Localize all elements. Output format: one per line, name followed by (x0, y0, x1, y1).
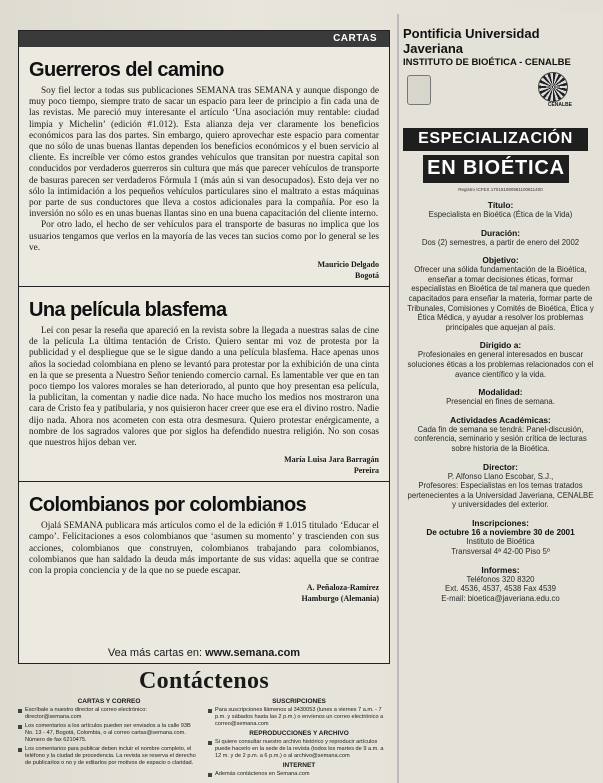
divider (19, 286, 389, 287)
objetivo-heading: Objetivo: (482, 255, 519, 266)
objetivo-text: Ofrecer una sólida fundamentación de la Bioética, enseñar a tomar decisiones éticas, formar especialistas en Bioética de tal manera que queden capacitados para enseñar la materia, formar parte de Tribunales, Comisiones y Comités de Bioética, Ética y Ética Médica, y ayudar a resolver los problemas principales que aquejan al país. (407, 265, 594, 332)
informes-heading: Informes: (481, 564, 520, 575)
letter-city: Pereira (353, 466, 379, 476)
institute-name: INSTITUTO DE BIOÉTICA - CENALBE (403, 57, 571, 68)
duracion-text: Dos (2) semestres, a partir de enero del 2002 (421, 237, 580, 247)
letter-body: Leí con pesar la reseña que apareció en la revista sobre la llegada a nuestras salas de cine de la película La última tentación de Cristo. Quiero sentar mi voz de protesta por la publicidad y el despliegue que se le sigue dando a una película blasfema. Hace apenas unos años la sociedad colombiana en pleno se levantó para protestar por la exhibición de una cinta en la que se presenta a Nuestro Señor teniendo comercio carnal. Es lamentable ver que en tan poco tiempo los valores morales se han deteriorado, al punto que hoy presentan esa película, la publicitan, la comentan y nadie dice nada. No hace mucho los medios nos mostraron una cara de Cristo fea y patibularia, y nos quisieron hacer creer que ese era el divino rostro. Nadie dijo nada. Ahora nos acometen con esta otra desmesura. Quiero protestar enérgicamente, a nombre de los sagrados valores que por siglos ha defendido nuestra religión. No son cosas que nuestros hijos deban ver. (29, 326, 379, 449)
more-url-link[interactable]: www.semana.com (205, 647, 301, 659)
ad-headline-2: EN BIOÉTICA (423, 155, 569, 183)
modalidad-heading: Modalidad: (478, 387, 523, 398)
letter-author: A. Peñaloza-Ramírez (306, 583, 379, 593)
contact-col-mail (18, 697, 200, 780)
more-prefix: Vea más cartas en: (107, 647, 203, 659)
section-label: CARTAS (19, 31, 389, 47)
logos (399, 72, 602, 112)
duracion-heading: Duración: (480, 227, 521, 238)
contact-item: Escríbale a nuestro director al correo electrónico: director@semana.com (18, 707, 200, 721)
letter-3 (19, 494, 389, 603)
contact-item: Si quiere consultar nuestro archivo histórico y reproducir artículos puede hacerlo en la sede de la revista (todos los martes de 9 a.m. a 12 m. y de 2 p.m. a 6 p.m.) o al archivo@semana.com (208, 739, 390, 760)
letter-title: Guerreros del camino (29, 59, 224, 81)
cenalbe-label: CENALBE (547, 102, 572, 108)
letter-2 (19, 299, 389, 475)
contact-section (18, 668, 390, 780)
profesores-text: Profesores: Especialistas en los temas tratados pertenecientes a la Universidad Javeriana, CENALBE y universidades del exterior. (407, 481, 594, 510)
contact-heading: REPRODUCCIONES Y ARCHIVO (249, 730, 349, 737)
letter-body: Soy fiel lector a todas sus publicaciones SEMANA tras SEMANA y aunque dispongo de muy poco tiempo, siempre trato de sacar un espacio para leer de principio a fin cada una de las revistas. Me pareció muy interesante el artículo ‘Una asociación muy rentable: ciudad limpia y Michelin’ (edición #1.012). Esta alianza deja ver claramente los beneficios económicos para las dos partes. Sin embargo, quiero aprovechar este espacio para comentar que no sólo de unas buenas llantas dependen los beneficios económicos y el buen servicio al cliente. Es increíble ver cómo estos grandes vehículos que transitan por nuestra capital son conducidos por verdaderos guerreros sin cultura que más que parecer vehículos de transporte de basuras parecen ser verdaderos Fórmula 1 (más aún si van desocupados). Esto deja ver no sólo la intimidación a los pequeños vehículos particulares sino el maltrato a estas máquinas por parte de sus conductores que lleva a costos adicionales para la compañía. Por eso la inversión no sólo es en unas buenas llantas sino en una buena capacitación del cliente interno. (29, 86, 379, 220)
contact-heading: SUSCRIPCIONES (272, 698, 326, 705)
university-seal-icon (407, 75, 431, 105)
dirigido-heading: Dirigido a: (479, 340, 522, 351)
letter-title: Una película blasfema (29, 299, 227, 322)
letter-1 (19, 59, 389, 280)
letter-author: Mauricio Delgado (317, 260, 379, 270)
letter-city: Bogotá (355, 271, 379, 281)
university-name: Pontificia Universidad Javeriana (403, 26, 540, 56)
divider (19, 481, 389, 482)
director-heading: Director: (483, 461, 518, 472)
telefonos: Teléfonos 320 8320 (466, 574, 535, 584)
advertisement (397, 14, 602, 783)
extensiones: Ext. 4536, 4537, 4538 Fax 4539 (445, 584, 556, 594)
letter-title: Colombianos por colombianos (29, 494, 307, 517)
letter-body: Ojalá SEMANA publicara más artículos como el de la edición # 1.015 titulado ‘Educar el campo’. Felicitaciones a esos colombianos que ‘asumen su momento’ y trascienden con sus acciones, colombianos que construyen, colombianos trabajando para colombianos, colombianos que han saldado la deuda más importante de sus vidas: aquella que se contrae con la propia conciencia y de la que no se puede escapar. (29, 521, 379, 577)
actividades-text: Cada fin de semana se tendrá: Panel-discusión, conferencia, seminario y sesión crítica de lecturas sobre historia de la Bioética. (414, 424, 587, 453)
contact-item: Para suscripciones llámenos al 3430053 (lunes a viernes 7 a.m. - 7 p.m. y sábados hasta las 2 p.m.) o envíenos un correo electrónico a correo@semana.com (208, 707, 390, 728)
contact-item: Los comentarios para publicar deben incluir el nombre completo, el teléfono y la ciudad de procedencia. La revista se reserva el derecho de publicarlos o no y de editarlos por motivos de espacio o claridad. (18, 746, 200, 767)
contact-title: Contáctenos (139, 668, 269, 694)
modalidad-text: Presencial en fines de semana. (446, 397, 555, 407)
contact-heading: INTERNET (282, 762, 316, 769)
inscripciones-text: De octubre 16 a noviembre 30 de 2001 (426, 527, 575, 537)
titulo-heading: Título: (487, 200, 514, 210)
contact-heading: CARTAS Y CORREO (77, 698, 141, 705)
icfes-registro: Registro ICFES 170151080981100811400 (458, 187, 543, 192)
letter-body-2: Por otro lado, el hecho de ser vehículos para el transporte de basuras no implica que los usuarios tengamos que verlos en la mayoría de las veces tan sucios como por lo general se les ve. (29, 220, 379, 253)
actividades-heading: Actividades Académicas: (450, 414, 551, 425)
lugar-2: Transversal 4ª 42-00 Piso 5º (451, 547, 550, 557)
ad-headline-1: ESPECIALIZACIÓN (403, 128, 588, 151)
lugar-1: Instituto de Bioética (466, 537, 535, 547)
contact-item: Además contáctenos en Semana.com (208, 771, 390, 778)
director-text: P. Alfonso Llano Escobar, S.J., (447, 471, 554, 481)
inscripciones-heading: Inscripciones: (472, 517, 529, 528)
contact-item: Los comentarios a los artículos pueden ser enviados a la calle 93B No. 13 - 47, Bogotá, Colombia, o al correo cartas@semana.com. Número de fax 6210475. (18, 723, 200, 744)
letter-author: María Luisa Jara Barragán (284, 455, 379, 465)
more-letters (19, 643, 389, 663)
email-link[interactable]: E-mail: bioetica@javeriana.edu.co (441, 593, 560, 603)
letter-city: Hamburgo (Alemania) (301, 594, 379, 604)
contact-col-subs (208, 697, 390, 780)
titulo-text: Especialista en Bioética (Ética de la Vida) (428, 210, 573, 219)
cenalbe-logo-icon (538, 72, 568, 102)
dirigido-text: Profesionales en general interesados en buscar soluciones éticas a los problemas relacionados con el avance científico y la vida. (407, 350, 594, 379)
letters-box (18, 30, 390, 664)
